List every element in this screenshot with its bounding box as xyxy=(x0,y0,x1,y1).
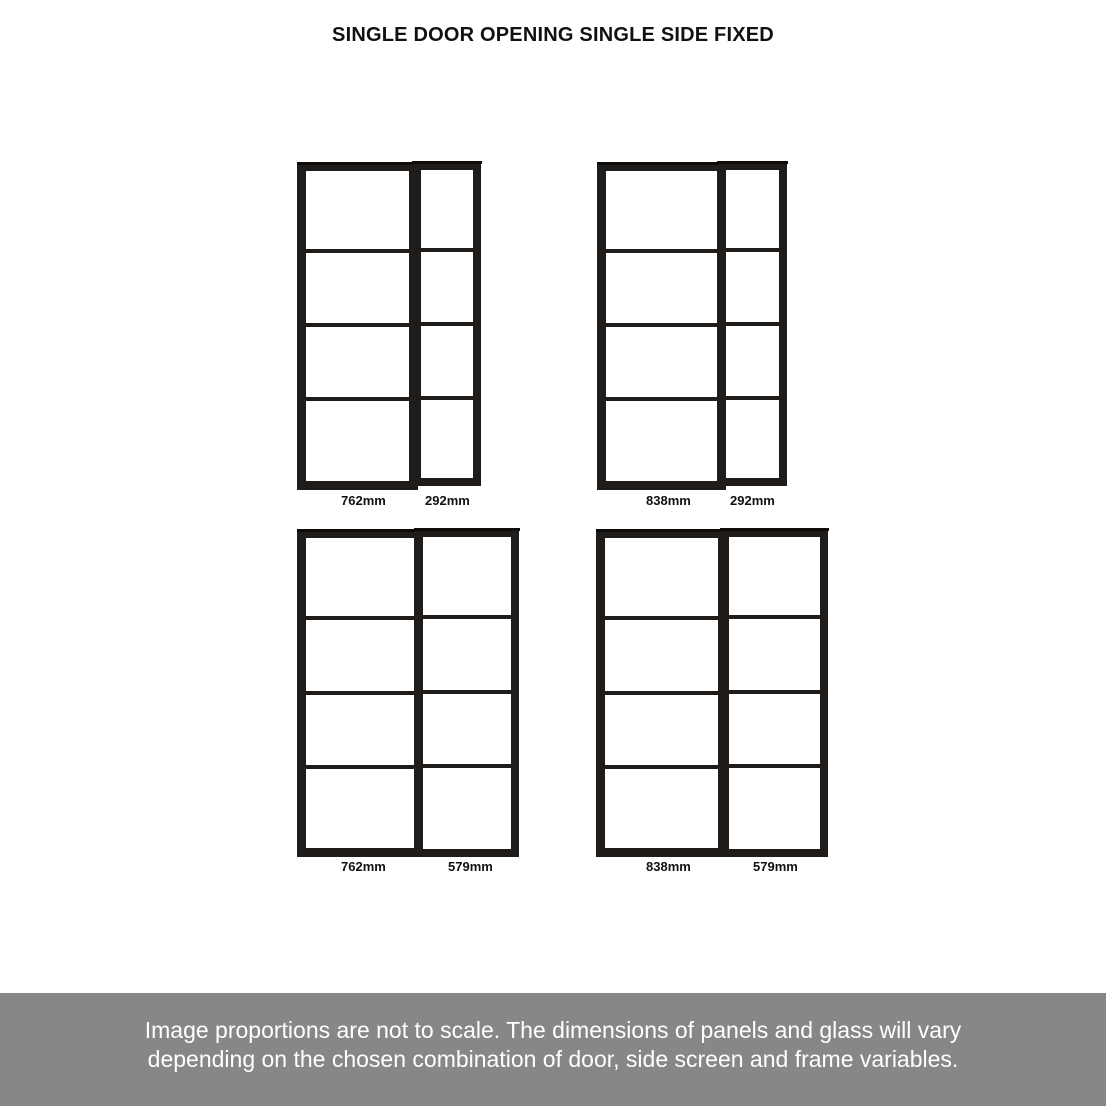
glazing-bar xyxy=(306,323,409,327)
door-config-838-579 xyxy=(596,529,830,889)
glazing-bar xyxy=(729,690,820,694)
door-panel xyxy=(297,529,423,857)
glazing-bar xyxy=(423,764,511,768)
glazing-bar xyxy=(726,322,779,326)
disclaimer-line-2: depending on the chosen combination of door, side screen and frame variables. xyxy=(147,1046,959,1072)
glazing-bar xyxy=(605,691,718,695)
glazing-bar xyxy=(729,764,820,768)
glazing-bar xyxy=(726,248,779,252)
side-width-label: 292mm xyxy=(425,493,470,508)
disclaimer-banner xyxy=(0,993,1106,1106)
glazing-bar xyxy=(306,765,414,769)
door-width-label: 838mm xyxy=(646,493,691,508)
disclaimer-line-1: Image proportions are not to scale. The dimensions of panels and glass will vary xyxy=(144,1017,962,1043)
door-width-label: 838mm xyxy=(646,859,691,874)
door-panel xyxy=(597,162,726,490)
side-width-label: 292mm xyxy=(730,493,775,508)
glazing-bar xyxy=(306,249,409,253)
door-config-762-292 xyxy=(297,162,481,522)
glazing-bar xyxy=(421,322,473,326)
door-width-label: 762mm xyxy=(341,859,386,874)
glazing-bar xyxy=(729,615,820,619)
glazing-bar xyxy=(605,616,718,620)
glazing-bar xyxy=(606,323,717,327)
door-config-762-579 xyxy=(297,529,521,889)
side-panel xyxy=(413,162,481,486)
glazing-bar xyxy=(306,616,414,620)
glazing-bar xyxy=(306,691,414,695)
glazing-bar xyxy=(421,396,473,400)
glazing-bar xyxy=(726,396,779,400)
door-config-838-292 xyxy=(597,162,789,522)
door-panel xyxy=(297,162,418,490)
side-width-label: 579mm xyxy=(448,859,493,874)
door-width-label: 762mm xyxy=(341,493,386,508)
glazing-bar xyxy=(306,397,409,401)
glazing-bar xyxy=(423,615,511,619)
glazing-bar xyxy=(423,690,511,694)
glazing-bar xyxy=(605,765,718,769)
glazing-bar xyxy=(421,248,473,252)
diagram-title: SINGLE DOOR OPENING SINGLE SIDE FIXED xyxy=(332,24,774,46)
side-panel xyxy=(718,162,787,486)
side-panel xyxy=(415,529,519,857)
side-panel xyxy=(721,529,828,857)
glazing-bar xyxy=(606,397,717,401)
disclaimer-text xyxy=(0,1016,1106,1074)
glazing-bar xyxy=(606,249,717,253)
side-width-label: 579mm xyxy=(753,859,798,874)
door-panel xyxy=(596,529,727,857)
